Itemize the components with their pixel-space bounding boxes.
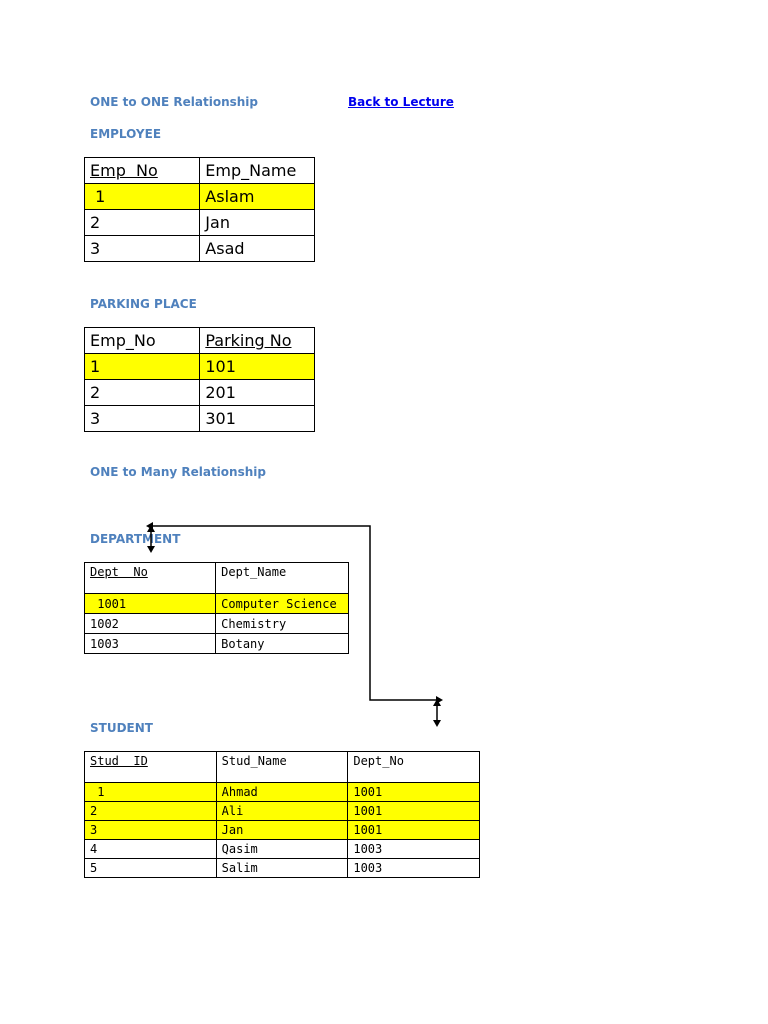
stud-name-cell: Jan: [216, 821, 348, 840]
stud-id-cell: 3: [85, 821, 217, 840]
stud-dept-cell: 1001: [348, 821, 480, 840]
one-to-many-title: ONE to Many Relationship: [90, 465, 266, 479]
stud-name-cell: Qasim: [216, 840, 348, 859]
dept-name-cell: Chemistry: [216, 614, 349, 634]
header-emp-name: Emp_Name: [200, 158, 315, 184]
emp-name-cell: Aslam: [200, 184, 315, 210]
emp-no-cell: 3: [85, 236, 200, 262]
stud-name-cell: Ahmad: [216, 783, 348, 802]
dept-no-cell: 1003: [85, 634, 216, 654]
header-stud-id: Stud ID: [85, 752, 217, 783]
parking-place-label: PARKING PLACE: [90, 297, 197, 311]
header-dept-no: Dept No: [85, 563, 216, 594]
dept-no-cell: 1001: [85, 594, 216, 614]
stud-dept-cell: 1003: [348, 840, 480, 859]
header-emp-no: Emp_No: [85, 328, 200, 354]
parking-no-cell: 101: [200, 354, 315, 380]
stud-id-cell: 1: [85, 783, 217, 802]
header-stud-name: Stud_Name: [216, 752, 348, 783]
department-label: DEPARTMENT: [90, 532, 181, 546]
back-to-lecture-link[interactable]: Back to Lecture: [348, 95, 454, 109]
student-label: STUDENT: [90, 721, 153, 735]
stud-name-cell: Salim: [216, 859, 348, 878]
emp-no-cell: 2: [85, 210, 200, 236]
dept-name-cell: Computer Science: [216, 594, 349, 614]
emp-name-cell: Asad: [200, 236, 315, 262]
student-down-arrowhead: [433, 720, 441, 727]
stud-dept-cell: 1001: [348, 802, 480, 821]
emp-no-cell: 2: [85, 380, 200, 406]
stud-name-cell: Ali: [216, 802, 348, 821]
connector-line: [152, 526, 437, 700]
stud-id-cell: 4: [85, 840, 217, 859]
parking-no-cell: 301: [200, 406, 315, 432]
dept-no-cell: 1002: [85, 614, 216, 634]
header-parking-no: Parking No: [200, 328, 315, 354]
header-dept-no: Dept_No: [348, 752, 480, 783]
dept-down-arrowhead: [147, 546, 155, 553]
stud-dept-cell: 1001: [348, 783, 480, 802]
emp-no-cell: 1: [85, 354, 200, 380]
header-dept-name: Dept_Name: [216, 563, 349, 594]
header-emp-no: Emp No: [85, 158, 200, 184]
emp-name-cell: Jan: [200, 210, 315, 236]
parking-no-cell: 201: [200, 380, 315, 406]
emp-no-cell: 3: [85, 406, 200, 432]
dept-name-cell: Botany: [216, 634, 349, 654]
emp-no-cell: 1: [85, 184, 200, 210]
employee-label: EMPLOYEE: [90, 127, 162, 141]
stud-dept-cell: 1003: [348, 859, 480, 878]
stud-id-cell: 2: [85, 802, 217, 821]
one-to-one-title: ONE to ONE Relationship: [90, 95, 259, 109]
stud-id-cell: 5: [85, 859, 217, 878]
